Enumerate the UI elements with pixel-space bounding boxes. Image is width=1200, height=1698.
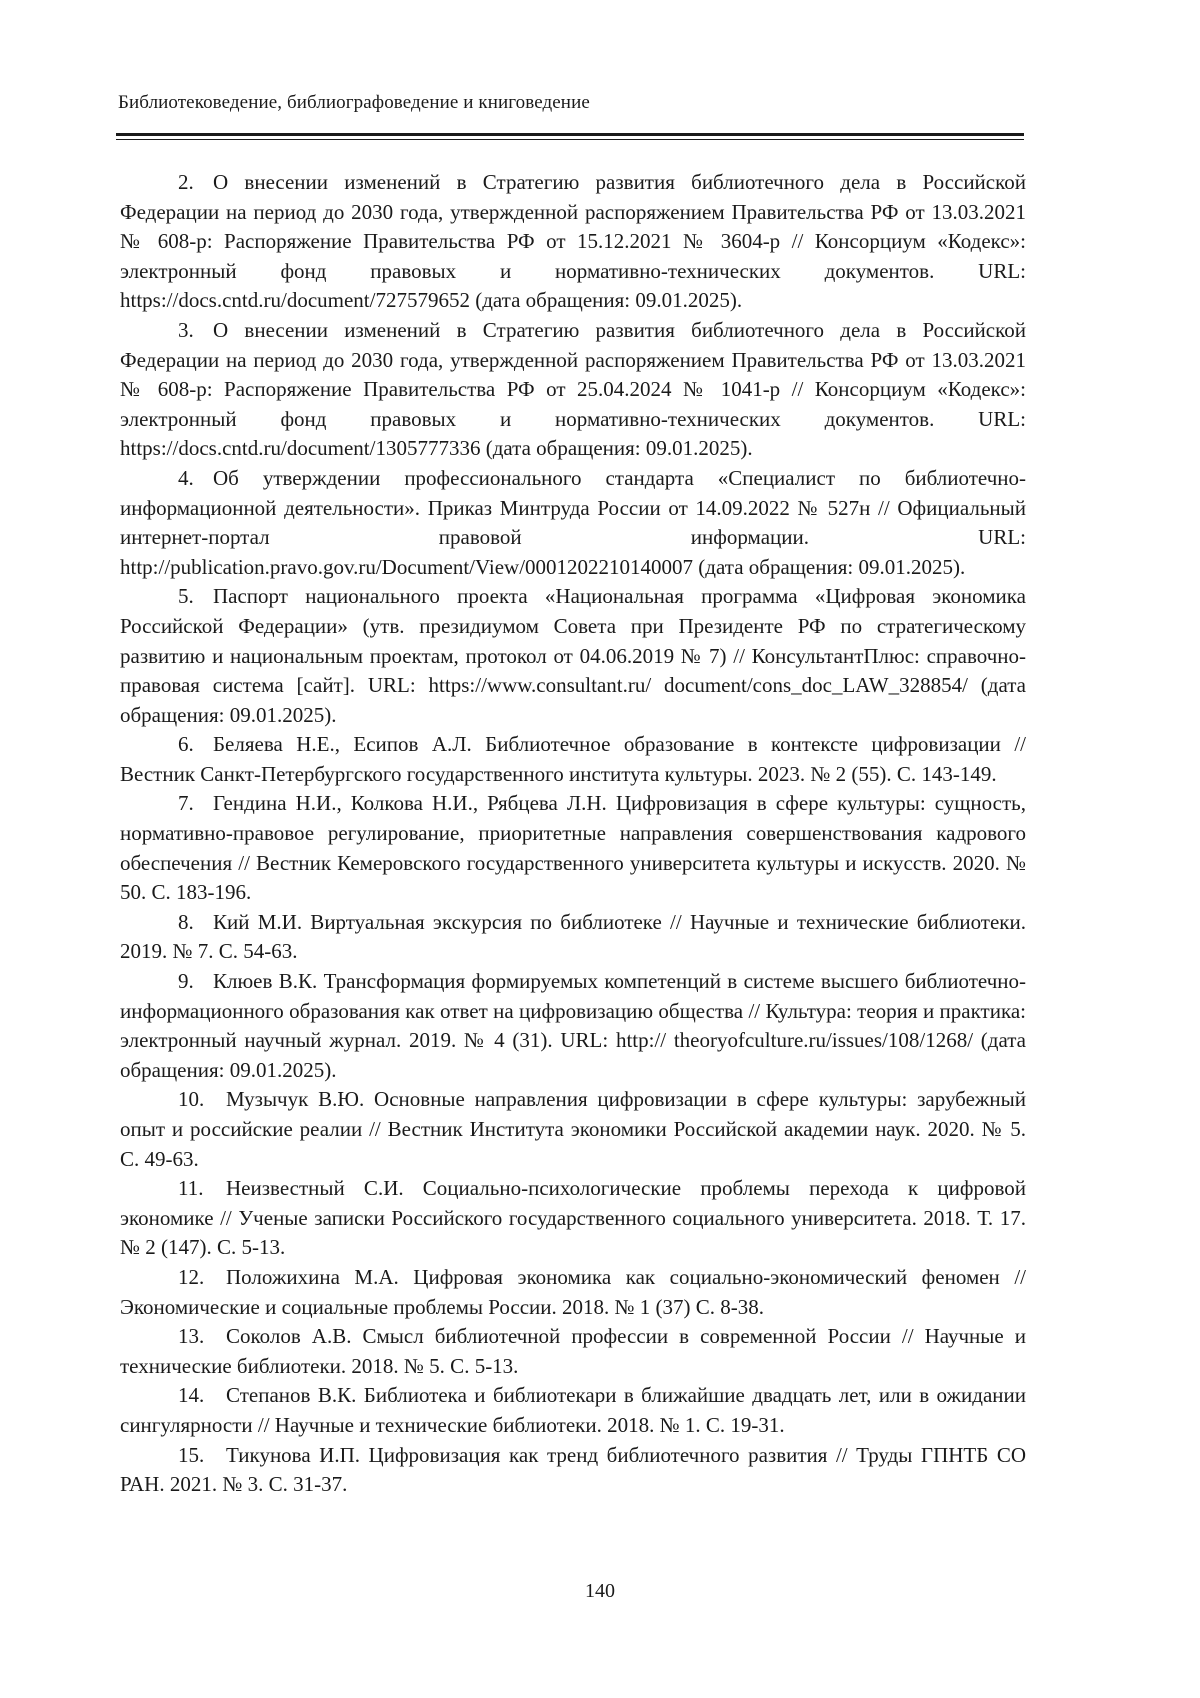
- reference-number: 12.: [178, 1264, 205, 1289]
- reference-number: 14.: [178, 1383, 205, 1408]
- reference-number: 11.: [178, 1176, 204, 1201]
- reference-text: Беляева Н.Е., Есипов А.Л. Библиотечное образование в контексте цифровизации // Вестник Санкт-Петербургского государственного института культуры. 2023. № 2 (55). С. 143-149.: [120, 732, 1026, 786]
- reference-text: Музычук В.Ю. Основные направления цифровизации в сфере культуры: зарубежный опыт и российские реалии // Вестник Института экономики Российской академии наук. 2020. № 5. С. 49-63.: [120, 1087, 1026, 1171]
- reference-item: [120, 908, 1026, 967]
- reference-number: 13.: [178, 1324, 205, 1349]
- reference-number: 2.: [178, 170, 194, 194]
- reference-item: [120, 168, 1026, 316]
- header-rule-thin: [116, 139, 1024, 140]
- header-rule-thick: [116, 133, 1024, 136]
- reference-item: [120, 789, 1026, 907]
- reference-number: 9.: [178, 969, 194, 994]
- reference-text: Степанов В.К. Библиотека и библиотекари в ближайшие двадцать лет, или в ожидании сингулярности // Научные и технические библиотеки. 2018. № 1. С. 19-31.: [120, 1383, 1026, 1437]
- reference-text: О внесении изменений в Стратегию развития библиотечного дела в Российской Федерации на период до 2030 года, утвержденной распоряжением Правительства РФ от 13.03.2021 № 608-р: Распоряжение Правительства РФ от 15.12.2021 № 3604-р // Консорциум «Кодекс»: электронный фонд правовых и нормативно-технических документов. URL: https://docs.cntd.ru/document/727579652 (дата обращения: 09.01.2025).: [120, 170, 1026, 313]
- reference-text: Гендина Н.И., Колкова Н.И., Рябцева Л.Н. Цифровизация в сфере культуры: сущность, нормативно-правовое регулирование, приоритетные направления совершенствования кадрового обеспечения // Вестник Кемеровского государственного университета культуры и искусств. 2020. № 50. С. 183-196.: [120, 791, 1026, 905]
- reference-item: [120, 1381, 1026, 1440]
- reference-number: 8.: [178, 909, 194, 934]
- reference-number: 10.: [178, 1087, 205, 1112]
- reference-text: Об утверждении профессионального стандарта «Специалист по библиотечно-информационной деятельности». Приказ Минтруда России от 14.09.2022 № 527н // Официальный интернет-портал правовой информации. URL: http://publication.pravo.gov.ru/Document/View/0001202210140007 (дата обращения: 09.01.2025).: [120, 465, 1026, 579]
- reference-number: 4.: [178, 465, 194, 490]
- reference-item: [120, 316, 1026, 464]
- reference-text: О внесении изменений в Стратегию развития библиотечного дела в Российской Федерации на период до 2030 года, утвержденной распоряжением Правительства РФ от 13.03.2021 № 608-р: Распоряжение Правительства РФ от 25.04.2024 № 1041-р // Консорциум «Кодекс»: электронный фонд правовых и нормативно-технических документов. URL: https://docs.cntd.ru/document/1305777336 (дата обращения: 09.01.2025).: [120, 317, 1026, 461]
- reference-item: [120, 1085, 1026, 1174]
- reference-text: Кий М.И. Виртуальная экскурсия по библиотеке // Научные и технические библиотеки. 2019. № 7. С. 54-63.: [120, 909, 1026, 964]
- reference-text: Тикунова И.П. Цифровизация как тренд библиотечного развития // Труды ГПНТБ СО РАН. 2021. № 3. С. 31-37.: [120, 1442, 1026, 1497]
- running-head: Библиотековедение, библиографоведение и книговедение: [118, 92, 590, 113]
- reference-text: Паспорт национального проекта «Национальная программа «Цифровая экономика Российской Федерации» (утв. президиумом Совета при Президенте РФ по стратегическому развитию и национальным проектам, протокол от 04.06.2019 № 7) // КонсультантПлюс: справочно-правовая система [сайт]. URL: https://www.consultant.ru/ document/cons_doc_LAW_328854/ (дата обращения: 09.01.2025).: [120, 584, 1026, 727]
- reference-number: 6.: [178, 732, 194, 757]
- page-number: 140: [585, 1580, 615, 1602]
- reference-number: 3.: [178, 317, 194, 342]
- reference-text: Клюев В.К. Трансформация формируемых компетенций в системе высшего библиотечно-информационного образования как ответ на цифровизацию общества // Культура: теория и практика: электронный научный журнал. 2019. № 4 (31). URL: http:// theoryofculture.ru/issues/108/1268/ (дата обращения: 09.01.2025).: [120, 969, 1026, 1082]
- reference-item: [120, 1263, 1026, 1322]
- reference-item: [120, 1322, 1026, 1381]
- reference-item: [120, 582, 1026, 730]
- reference-item: [120, 1441, 1026, 1500]
- reference-number: 7.: [178, 791, 194, 816]
- reference-item: [120, 730, 1026, 789]
- reference-list: [120, 168, 1026, 1500]
- reference-text: Соколов А.В. Смысл библиотечной профессии в современной России // Научные и технические библиотеки. 2018. № 5. С. 5-13.: [120, 1324, 1026, 1378]
- reference-text: Неизвестный С.И. Социально-психологические проблемы перехода к цифровой экономике // Ученые записки Российского государственного социального университета. 2018. Т. 17. № 2 (147). С. 5-13.: [120, 1176, 1026, 1260]
- reference-number: 15.: [178, 1442, 205, 1467]
- reference-item: [120, 1174, 1026, 1263]
- reference-item: [120, 464, 1026, 582]
- reference-number: 5.: [178, 584, 194, 609]
- reference-item: [120, 967, 1026, 1085]
- reference-text: Положихина М.А. Цифровая экономика как социально-экономический феномен // Экономические и социальные проблемы России. 2018. № 1 (37) С. 8-38.: [120, 1264, 1026, 1319]
